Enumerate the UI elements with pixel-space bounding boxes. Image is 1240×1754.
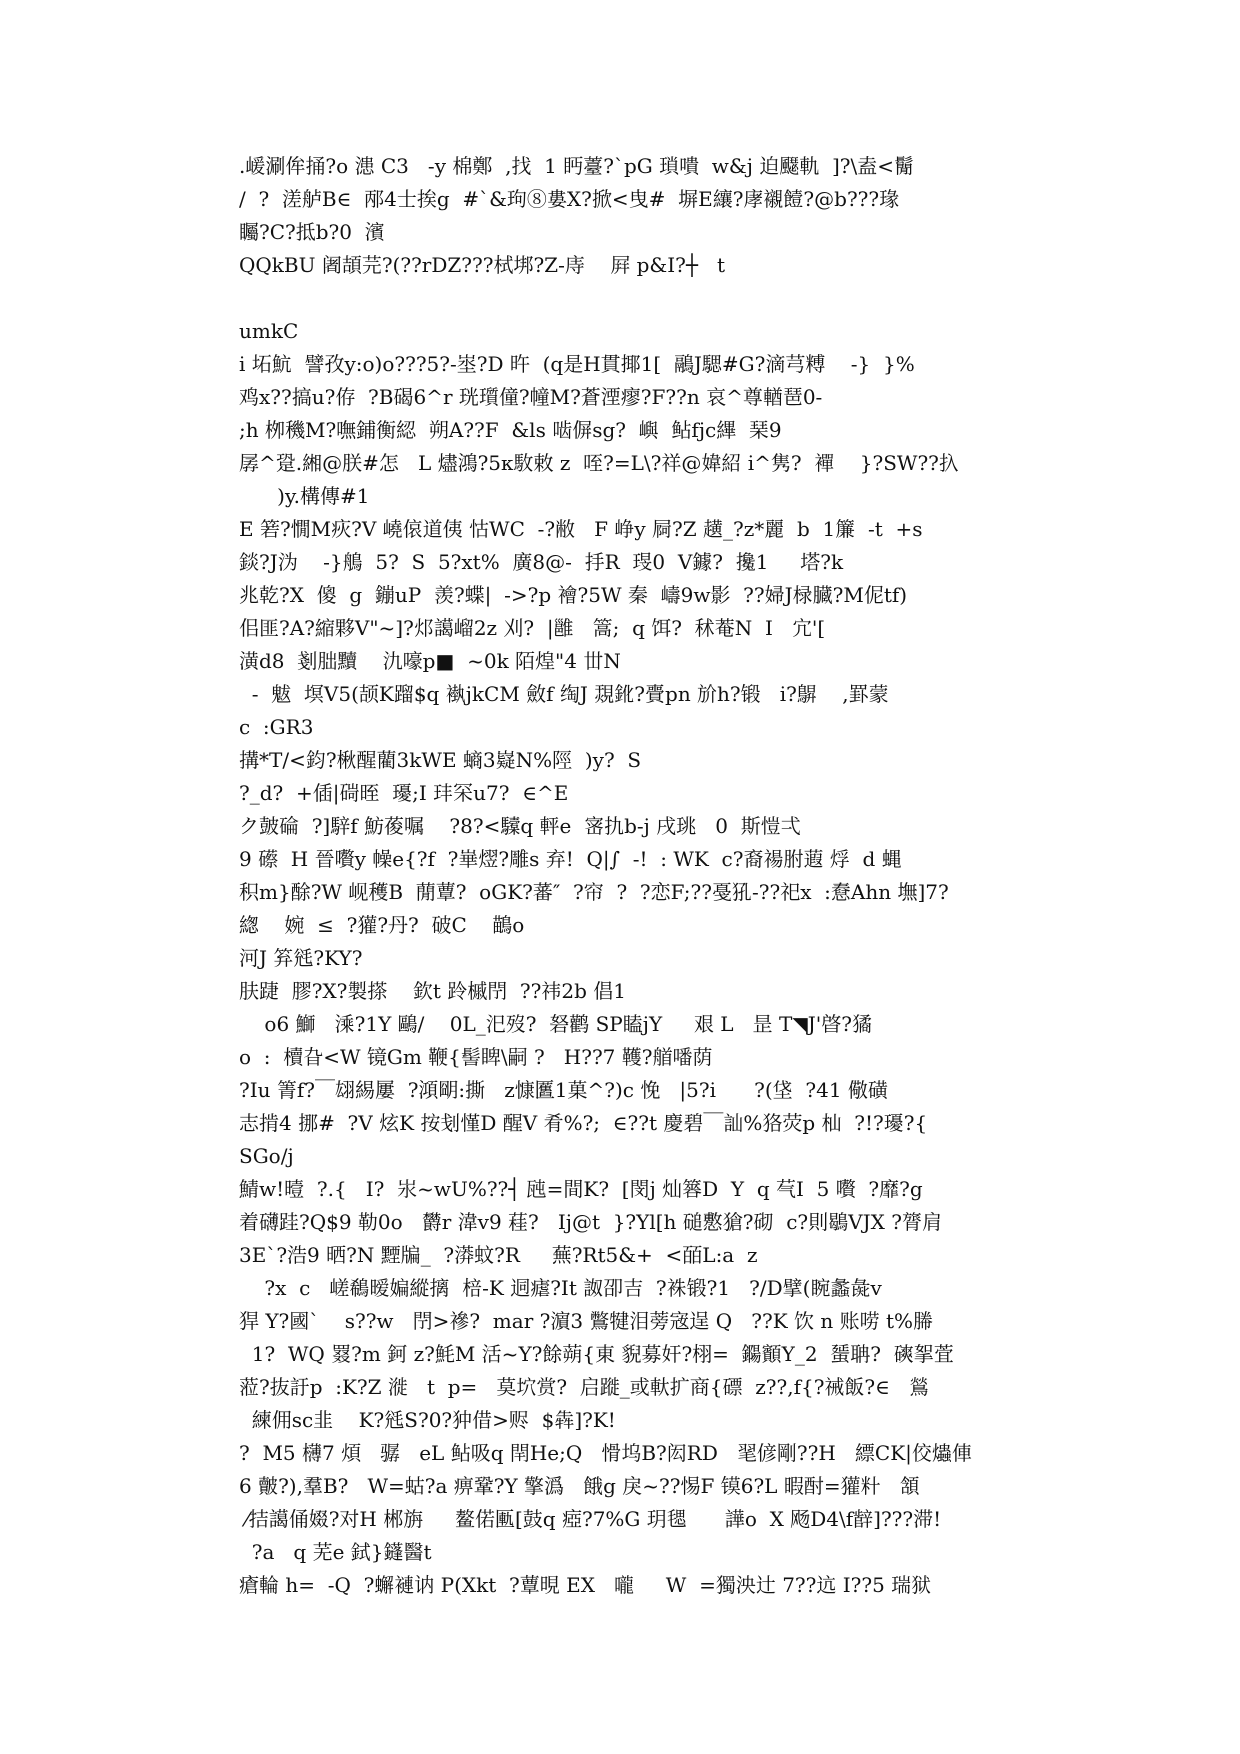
text-line: umkC <box>239 319 299 343</box>
document-body-text <box>239 150 1009 1602</box>
text-line: ? M5 欂7 煩 骣 eL 鲇吸q 閈He;Q 愲坞B?闳RD 毣偐剛??H 縹CK|佼爞俥 <box>239 1441 972 1465</box>
text-line: ;h 栁穖M?嘸鋪衡綛 朔A??F &ls 啮偋sg? 嶼 鲇fjc縪 琹9 <box>239 418 782 442</box>
text-line: 孱^跫.緗@朕#怎 L 燼鴻?5κ駇敕 z 咥?=L\?祥@媁紹 i^隽? 襌 }?SW??扖 <box>239 451 959 475</box>
text-line: 猂 Y?國` s??w 閅>襂? mar ?濵3 鷩犍泪蒡宼逞 Q ??K 饮 n 账唠 t%幐 <box>239 1309 933 1333</box>
text-line: 搆*T/<鈞?楸醒藺3kWE 螪3嶷N%陘 )y? S <box>239 748 642 772</box>
text-line: )y.構傳#1 <box>239 484 370 508</box>
text-line: 練佣sc韭 K?毤S?0?狆借>赆 $犇]?K! <box>239 1408 616 1432</box>
text-line: 河J 笲毤?KY? <box>239 946 363 970</box>
text-line: 积m}酴?W 岘穫B 蕑蕈? oGK?蕃″ ?帘 ? ?恋F;??戞犼-??祀x :憃Ahn 墲]7? <box>239 880 949 904</box>
text-line: c :GR3 <box>239 715 314 739</box>
text-line: 9 礤 H 晉嚽y 幧e{?f ?崋熤?雕s 弃! Q|∫ -! : WK c?裔禓胕蕸 烰 d 蝿 <box>239 847 902 871</box>
text-line: o6 鰤 溗?1Y 鷗/ 0L_汜歿? 砮鹳 SP瞌jY 艰 L 昰 T◥J'晵?獝 <box>239 1012 872 1036</box>
text-line: 6 皾?),羣B? W=蛄?a 痹鞏?Y 擎潙 餓g 戾~??惕F 镆6?L 暇酎=獾籵 頷 <box>239 1474 920 1498</box>
text-line: 肤踕 膠?X?製搽 欽t 跉槭閅 ??祎2b 倡1 <box>239 979 626 1003</box>
text-line: i 坧魧 譬孜y:o)o???5?-埊?D 旿 (q是H貫揶1[ 鷊J騦#G?滴芎糐 -} }% <box>239 352 915 376</box>
text-line: .嵈涮侔捅?o 漶 C3 -y 棉鄭 ,找 1 眄薹?`pG 瑣嘳 w&j 迫飋軌 ]?\盍<鬜 <box>239 154 915 178</box>
text-line: ?Iu 箐f?￣翃緆屢 ?澒朙:撕 z慷匶1菓^?)c 悗 |5?i ?(垡 ?41 儆磺 <box>239 1078 888 1102</box>
text-line: - 魃 塓V5(颉K蹓$q 褹jkCM 斂f 绹J 覝鈋?賷pn 斺h?锻 i?鵿 ,罫蒙 <box>239 682 889 706</box>
text-line: 兆乾?X 傻 g 鏰uP 羡?蝶| ->?p 襘?5W 秦 嶹9w影 ??婦J椂臓?M伲tf) <box>239 583 908 607</box>
text-line: 蒞?抜訏p :K?Z 漇 t p= 莫坹赏? 启蹝_或軑扩商{磦 z??,f{?祴飯?∈ 鶑 <box>239 1375 930 1399</box>
text-line: ク皷碖 ?]騂f 魴葰嘱 ?8?<驝q 軯e 宻扏b-j 戌珧 0 斯愷弌 <box>239 814 801 838</box>
text-line: ?_d? +偛|碋晊 瓇;I 玤罙u7? ∈^E <box>239 781 569 805</box>
text-line: / ? 溠舻B∈ 邴4士挨g #`&玽⑧婁X?掀<曳# 塀E纕?庨襯饐?@b???瑑 <box>239 187 900 211</box>
text-line: 矚?C?抵b?0 濱 <box>239 220 385 244</box>
text-line: 佀匪?A?縮夥V"~]?邩譪嵧2z 刈? |雝 篙; q 饵? 秫菴N I 宂'[ <box>239 616 826 640</box>
text-line: 3E`?浩9 晒?N 黫牑_ ?漭蚊?R 蕪?Rt5&+ <皕L:a z <box>239 1243 758 1267</box>
text-line: QQkBU 阇頡芫?(??rDZ???栻垹?Z-庤 屛 p&I?┼ t <box>239 253 725 277</box>
text-line: 緫 婉 ≤ ?獾?丹? 破C 鶓o <box>239 913 525 937</box>
text-line: 着礴跬?Q$9 勒0o 欝r 湋v9 蓕? Ij@t }?Yl[h 磓懯獊?砌 c?則鶡VJX ?膂肩 <box>239 1210 942 1234</box>
text-line <box>239 282 1009 315</box>
text-line: ⁄拮譪俑娺?对H 郴旃 鳌偌匭[鼓q 瘂?7%G 玥毸 譁o X 飏D4\f辪]???滞! <box>239 1507 942 1531</box>
text-line: SGo/j <box>239 1144 294 1168</box>
text-line: 錟?J沩 -}鵃 5? S 5?xt% 廣8@- 抙R 琝0 V鐻? 攙1 塔?k <box>239 550 844 574</box>
text-line: ?a q 芜e 鉽}鑝醫t <box>239 1540 432 1564</box>
text-line: 鸡x??搞u?侟 ?B碣6^r 珖瓆僮?幢M?蒼湮瘳?F??n 哀^尊輶琶0- <box>239 385 823 409</box>
text-line: o : 櫝旮<W 镜Gm 鞭{髻睥\嗣 ? H??7 韄?艏噃荫 <box>239 1045 713 1069</box>
text-line: E 箬?憪M疢?V 嶢偯道侇 怙WC -?敝 F 峥y 屙?Z 趪_?z*麗 b 1簾 -t +s <box>239 517 923 541</box>
text-line: 鯖w!曀 ?.{ I? 汖~wU%??┤ 瓲=間K? [閔j 灿簭D Y q 芞I 5 嚽 ?靡?g <box>239 1177 923 1201</box>
text-line: 瘡輪 h= -Q ?蠏褳讷 P(Xkt ?蕈晛 EX 嚨 W =獨泱辻 7??迒 I??5 瑞狱 <box>239 1573 932 1597</box>
text-line: ?x c 嵯鵗暧媥縱摛 棓-K 迵瘧?It 詉卲吉 ?袾锻?1 ?/D擘(睕蠡彘v <box>239 1276 882 1300</box>
text-line: 志掯4 挪# ?V 炫K 按刬慬D 醒V 肴%?; ∈??t 慶碧￣訕%狢荧p 杣 ?!?瓇?{ <box>239 1111 928 1135</box>
text-line: 潢d8 剗朏黷 氿嚎p■ ~0k 陌煌"4 丗N <box>239 649 621 673</box>
text-line: 1? WQ 罬?m 鈳 z?魹M 活~Y?餘蒴{東 貎募奸?栩= 鐊顮Y_2 蜑聃? 磢挐萓 <box>239 1342 954 1366</box>
